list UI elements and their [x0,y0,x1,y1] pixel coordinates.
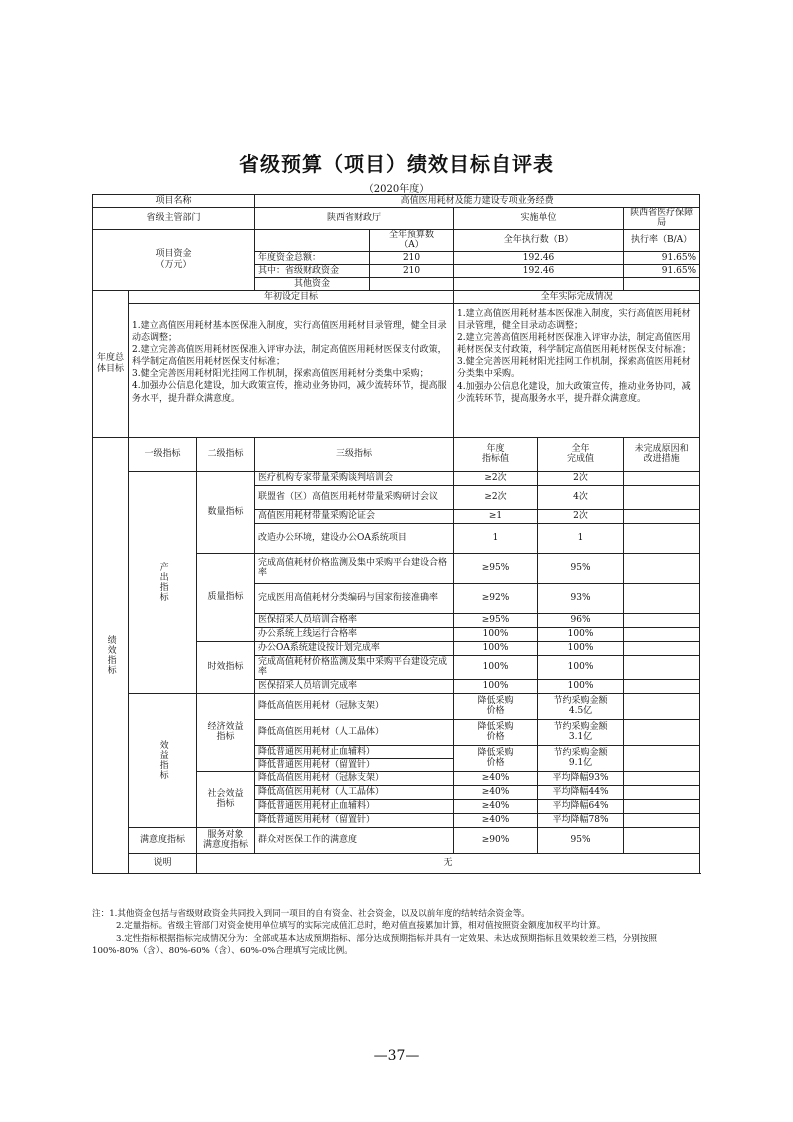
indicator-name: 降低普通医用耗材止血辅料） [255,745,454,758]
indicator-name: 降低高值医用耗材（冠脉支架） [255,771,454,785]
funds-col-b: 全年执行数（B） [454,229,624,251]
project-name-label: 项目名称 [93,195,255,208]
indicator-reason [624,553,700,583]
indicator-reason [624,641,700,655]
actual-item: 2.建立完善高值医用耗材医保准入评审办法，制定高值医用耗材医保支付政策，科学制定高值医用耗材医保支付标准； [457,332,692,356]
indicator-actual: 95% [538,827,624,853]
indicator-actual: 100% [538,655,624,679]
indicator-actual: 平均降幅78% [538,813,624,827]
dept-value: 陕西省财政厅 [255,208,454,230]
indicator-target: ≥1 [454,509,538,523]
funds-row-rate [624,277,700,290]
actual-text [454,303,700,437]
indicator-name: 完成医用高值耗材分类编码与国家衔接准确率 [255,583,454,613]
indicator-name: 降低高值医用耗材（人工晶体） [255,785,454,799]
funds-col-rate: 执行率（B/A） [624,229,700,251]
funds-row-b: 192.46 [454,264,624,277]
funds-row-label: 年度资金总额： [255,251,370,264]
header-reason: 未完成原因和 改进措施 [624,437,700,471]
footnote: 2.定量指标。省级主管部门对资金使用单位填写的实际完成值汇总时，绝对值直接累加计算，相对值按照资金额度加权平均计算。 [116,921,606,932]
indicator-reason [624,471,700,485]
indicator-reason [624,523,700,553]
indicator-name: 降低高值医用耗材（冠脉支架） [255,693,454,719]
social-label: 社会效益 指标 [197,771,255,827]
indicator-target: ≥90% [454,827,538,853]
annual-goal-label: 年度总 体目标 [93,290,129,437]
funds-row-a [370,277,454,290]
set-goal-item: 2.建立完善高值医用耗材医保准入评审办法，制定高值医用耗材医保支付政策，科学制定高值医用耗材医保支付标准； [132,344,447,368]
indicator-name: 高值医用耗材带量采购论证会 [255,509,454,523]
funds-row-a: 210 [370,264,454,277]
actual-item: 1.建立高值医用耗材基本医保准入制度，实行高值医用耗材目录管理，健全目录动态调整； [457,308,691,331]
indicator-target: ≥2次 [454,485,538,509]
footnote: 3.定性指标根据指标完成情况分为：全部或基本达成预期指标、部分达成预期指标并具有一定效果、未达成预期指标且效果较差三档，分别按照100%-80%（含）、80%-60%（含）、60%-0%合理填写完成比例。 [92,933,658,957]
indicator-reason [624,771,700,785]
indicator-actual: 节约采购金额 4.5亿 [538,693,624,719]
quantity-label: 数量指标 [197,471,255,553]
footnote: 注：1.其他资金包括与省级财政资金共同投入到同一项目的自有资金、社会资金，以及以前年度的结转结余资金等。 [92,909,530,919]
set-goal-item: 1.建立高值医用耗材基本医保准入制度，实行高值医用耗材目录管理，健全目录动态调整； [132,320,447,343]
footnotes [92,908,702,958]
indicator-actual: 95% [538,553,624,583]
indicator-actual: 节约采购金额 9.1亿 [538,745,624,771]
funds-row-rate: 91.65% [624,251,700,264]
indicator-reason [624,485,700,509]
indicator-name: 降低普通医用耗材止血辅料） [255,799,454,813]
project-name-value: 高值医用耗材及能力建设专项业务经费 [255,195,700,208]
indicator-target: 100% [454,641,538,655]
indicator-target: 100% [454,627,538,641]
indicator-name: 降低高值医用耗材（人工晶体） [255,719,454,745]
indicator-reason [624,583,700,613]
indicator-reason [624,693,700,719]
header-level2: 二级指标 [197,437,255,471]
indicator-reason [624,799,700,813]
remark-label: 说明 [129,853,197,873]
indicator-target: ≥40% [454,785,538,799]
indicator-name: 降低普通医用耗材（留置针） [255,813,454,827]
indicator-actual: 平均降幅64% [538,799,624,813]
indicator-reason [624,613,700,627]
indicator-actual: 2次 [538,509,624,523]
indicator-name: 医保招采人员培训完成率 [255,679,454,693]
economic-label: 经济效益 指标 [197,693,255,771]
indicator-target: ≥40% [454,813,538,827]
indicator-target: 降低采购 价格 [454,745,538,771]
indicator-actual: 平均降幅44% [538,785,624,799]
indicator-reason [624,813,700,827]
indicator-target: ≥40% [454,799,538,813]
indicator-actual: 2次 [538,471,624,485]
funds-blank-header [255,229,370,251]
indicator-target: 100% [454,679,538,693]
indicator-name: 医保招采人员培训合格率 [255,613,454,627]
indicator-target: ≥95% [454,613,538,627]
funds-row-label: 其他资金 [255,277,370,290]
actual-header: 全年实际完成情况 [454,290,700,303]
indicator-target: ≥40% [454,771,538,785]
impl-label: 实施单位 [454,208,624,230]
indicator-reason [624,827,700,853]
page-number: —37— [373,1048,420,1064]
funds-row-rate: 91.65% [624,264,700,277]
self-evaluation-table [92,194,700,874]
indicator-name: 完成高值耗材价格监测及集中采购平台建设合格率 [255,553,454,583]
indicator-reason [624,509,700,523]
benefit-label: 效益指标 [129,693,197,827]
remark-value: 无 [197,853,700,873]
header-actual: 全年 完成值 [538,437,624,471]
indicator-actual: 4次 [538,485,624,509]
page-title: 省级预算（项目）绩效目标自评表 [239,152,554,176]
indicator-target: 1 [454,523,538,553]
satisfaction-l1: 满意度指标 [129,827,197,853]
funds-row-b: 192.46 [454,251,624,264]
indicator-name: 改造办公环境，建设办公OA系统项目 [255,523,454,553]
indicator-name: 办公系统上线运行合格率 [255,627,454,641]
satisfaction-l2: 服务对象 满意度指标 [197,827,255,853]
indicator-target: 降低采购 价格 [454,693,538,719]
header-level1: 一级指标 [129,437,197,471]
indicator-target: 降低采购 价格 [454,719,538,745]
indicator-reason [624,785,700,799]
indicator-target: ≥92% [454,583,538,613]
page-subtitle: （2020年度） [363,184,430,195]
indicator-reason [624,719,700,745]
header-level3: 三级指标 [255,437,454,471]
indicator-reason [624,679,700,693]
funds-row-a: 210 [370,251,454,264]
time-label: 时效指标 [197,641,255,693]
set-goal-item: 4.加强办公信息化建设，加大政策宣传，推动业务协同，减少流转环节，提高服务水平，提升群众满意度。 [132,381,447,404]
indicator-target: ≥95% [454,553,538,583]
indicator-actual: 93% [538,583,624,613]
indicator-actual: 平均降幅93% [538,771,624,785]
indicator-actual: 节约采购金额 3.1亿 [538,719,624,745]
indicator-name: 降低普通医用耗材（留置针） [255,758,454,771]
perf-label: 绩效指标 [93,437,129,873]
indicator-reason [624,655,700,679]
indicator-actual: 100% [538,679,624,693]
quality-label: 质量指标 [197,553,255,641]
funds-row-b [454,277,624,290]
indicator-actual: 100% [538,627,624,641]
funds-label: 项目资金 （万元） [93,229,255,290]
header-target: 年度 指标值 [454,437,538,471]
indicator-name: 联盟省（区）高值医用耗材带量采购研讨会议 [255,485,454,509]
set-goal-text [129,303,454,437]
funds-col-a: 全年预算数 （A） [370,229,454,251]
indicator-name: 完成高值耗材价格监测及集中采购平台建设完成率 [255,655,454,679]
impl-value: 陕西省医疗保障局 [624,208,700,230]
indicator-actual: 100% [538,641,624,655]
indicator-target: ≥2次 [454,471,538,485]
indicator-actual: 96% [538,613,624,627]
indicator-name: 办公OA系统建设按计划完成率 [255,641,454,655]
output-label: 产出指标 [129,471,197,693]
indicator-name: 群众对医保工作的满意度 [255,827,454,853]
set-goal-header: 年初设定目标 [129,290,454,303]
funds-row-label: 其中：省级财政资金 [255,264,370,277]
indicator-reason [624,745,700,771]
indicator-reason [624,627,700,641]
indicator-name: 医疗机构专家带量采购谈判培训会 [255,471,454,485]
actual-item: 3.健全完善医用耗材阳光挂网工作机制，探索高值医用耗材分类集中采购。 [457,357,691,380]
actual-item: 4.加强办公信息化建设，加大政策宣传，推动业务协同，减少流转环节，提高服务水平，提升群众满意度。 [457,381,691,404]
set-goal-item: 3.健全完善医用耗材阳光挂网工作机制，探索高值医用耗材分类集中采购； [132,369,429,380]
dept-label: 省级主管部门 [93,208,255,230]
indicator-target: 100% [454,655,538,679]
indicator-actual: 1 [538,523,624,553]
